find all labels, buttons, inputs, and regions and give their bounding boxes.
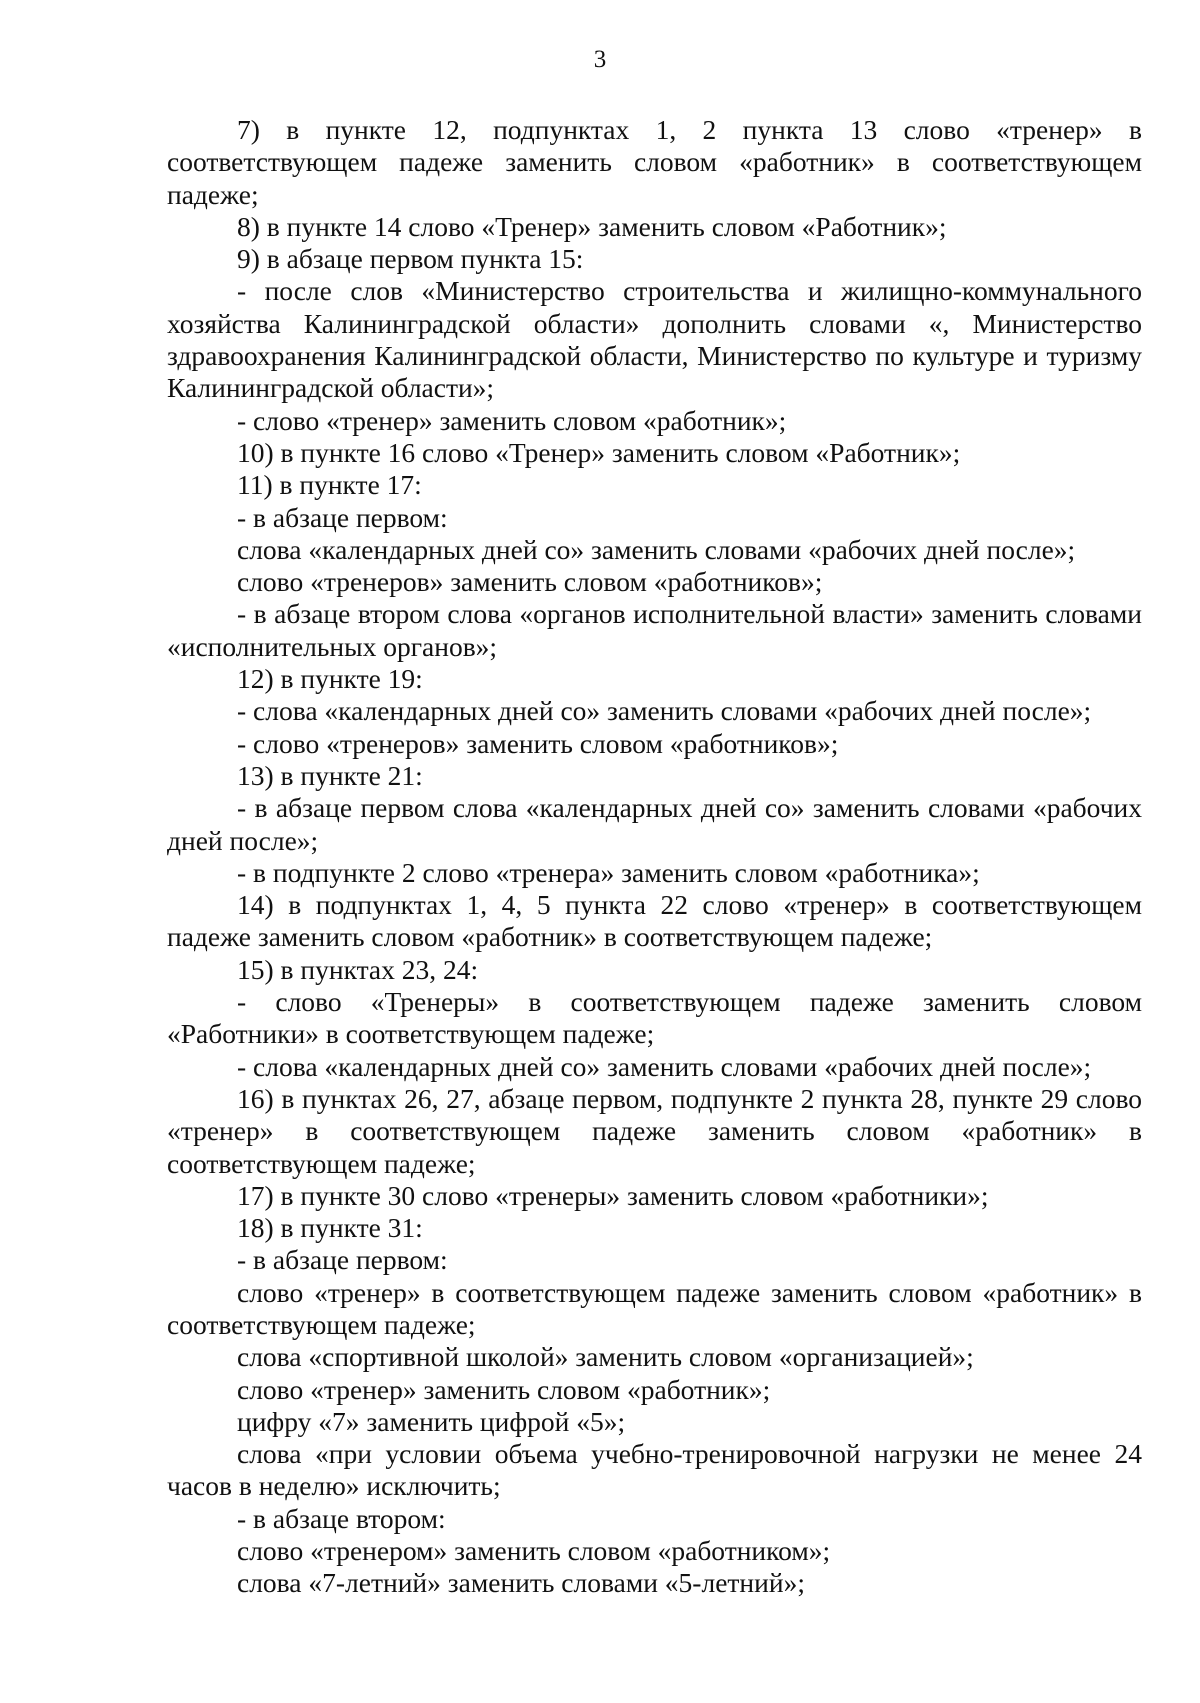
paragraph: - в абзаце первом слова «календарных дней со» заменить словами «рабочих дней после»; [167, 792, 1142, 856]
paragraph: - в абзаце втором слова «органов исполнительной власти» заменить словами «исполнительных органов»; [167, 598, 1142, 662]
page-number: 3 [593, 46, 607, 73]
paragraph: 16) в пунктах 26, 27, абзаце первом, подпункте 2 пункта 28, пункте 29 слово «тренер» в соответствующем падеже заменить словом «работник» в соответствующем падеже; [167, 1082, 1142, 1179]
paragraph: 17) в пункте 30 слово «тренеры» заменить словом «работники»; [237, 1179, 989, 1211]
paragraph: цифру «7» заменить цифрой «5»; [237, 1405, 626, 1437]
paragraph: 8) в пункте 14 слово «Тренер» заменить словом «Работник»; [237, 210, 947, 242]
paragraph: слова «спортивной школой» заменить словом «организацией»; [237, 1341, 974, 1373]
paragraph: слово «тренеров» заменить словом «работников»; [237, 566, 823, 598]
paragraph: - в подпункте 2 слово «тренера» заменить словом «работника»; [237, 856, 980, 888]
paragraph: 10) в пункте 16 слово «Тренер» заменить словом «Работник»; [237, 436, 961, 468]
paragraph: - слово «тренеров» заменить словом «работников»; [237, 727, 839, 759]
paragraph: слова «при условии объема учебно-тренировочной нагрузки не менее 24 часов в неделю» исключить; [167, 1438, 1142, 1502]
paragraph: слово «тренером» заменить словом «работником»; [237, 1535, 831, 1567]
paragraph: 7) в пункте 12, подпунктах 1, 2 пункта 13 слово «тренер» в соответствующем падеже заменить словом «работник» в соответствующем падеже; [167, 114, 1142, 210]
paragraph: - слово «тренер» заменить словом «работник»; [237, 404, 787, 436]
paragraph: - в абзаце первом: [237, 501, 448, 533]
paragraph: - в абзаце втором: [237, 1502, 446, 1534]
paragraph: 15) в пунктах 23, 24: [237, 953, 479, 985]
paragraph: - слова «календарных дней со» заменить словами «рабочих дней после»; [237, 695, 1092, 727]
paragraph: слово «тренер» в соответствующем падеже заменить словом «работник» в соответствующем падеже; [167, 1276, 1142, 1340]
paragraph: - в абзаце первом: [237, 1244, 448, 1276]
paragraph: - после слов «Министерство строительства и жилищно-коммунального хозяйства Калининградской области» дополнить словами «, Министерство здравоохранения Калининградской области, Министерство по культуре и туризму Калининградской области»; [167, 275, 1142, 404]
paragraph: слово «тренер» заменить словом «работник»; [237, 1373, 771, 1405]
document-body [167, 114, 1142, 1600]
paragraph: слова «календарных дней со» заменить словами «рабочих дней после»; [237, 533, 1076, 565]
paragraph: 12) в пункте 19: [237, 663, 423, 695]
paragraph: 9) в абзаце первом пункта 15: [237, 243, 584, 275]
paragraph: 13) в пункте 21: [237, 759, 423, 791]
paragraph: - слово «Тренеры» в соответствующем падеже заменить словом «Работники» в соответствующем падеже; [167, 986, 1142, 1050]
paragraph: - слова «календарных дней со» заменить словами «рабочих дней после»; [237, 1050, 1092, 1082]
paragraph: слова «7-летний» заменить словами «5-летний»; [237, 1567, 805, 1599]
paragraph: 18) в пункте 31: [237, 1212, 423, 1244]
paragraph: 14) в подпунктах 1, 4, 5 пункта 22 слово «тренер» в соответствующем падеже заменить словом «работник» в соответствующем падеже; [167, 889, 1142, 953]
paragraph: 11) в пункте 17: [237, 469, 422, 501]
